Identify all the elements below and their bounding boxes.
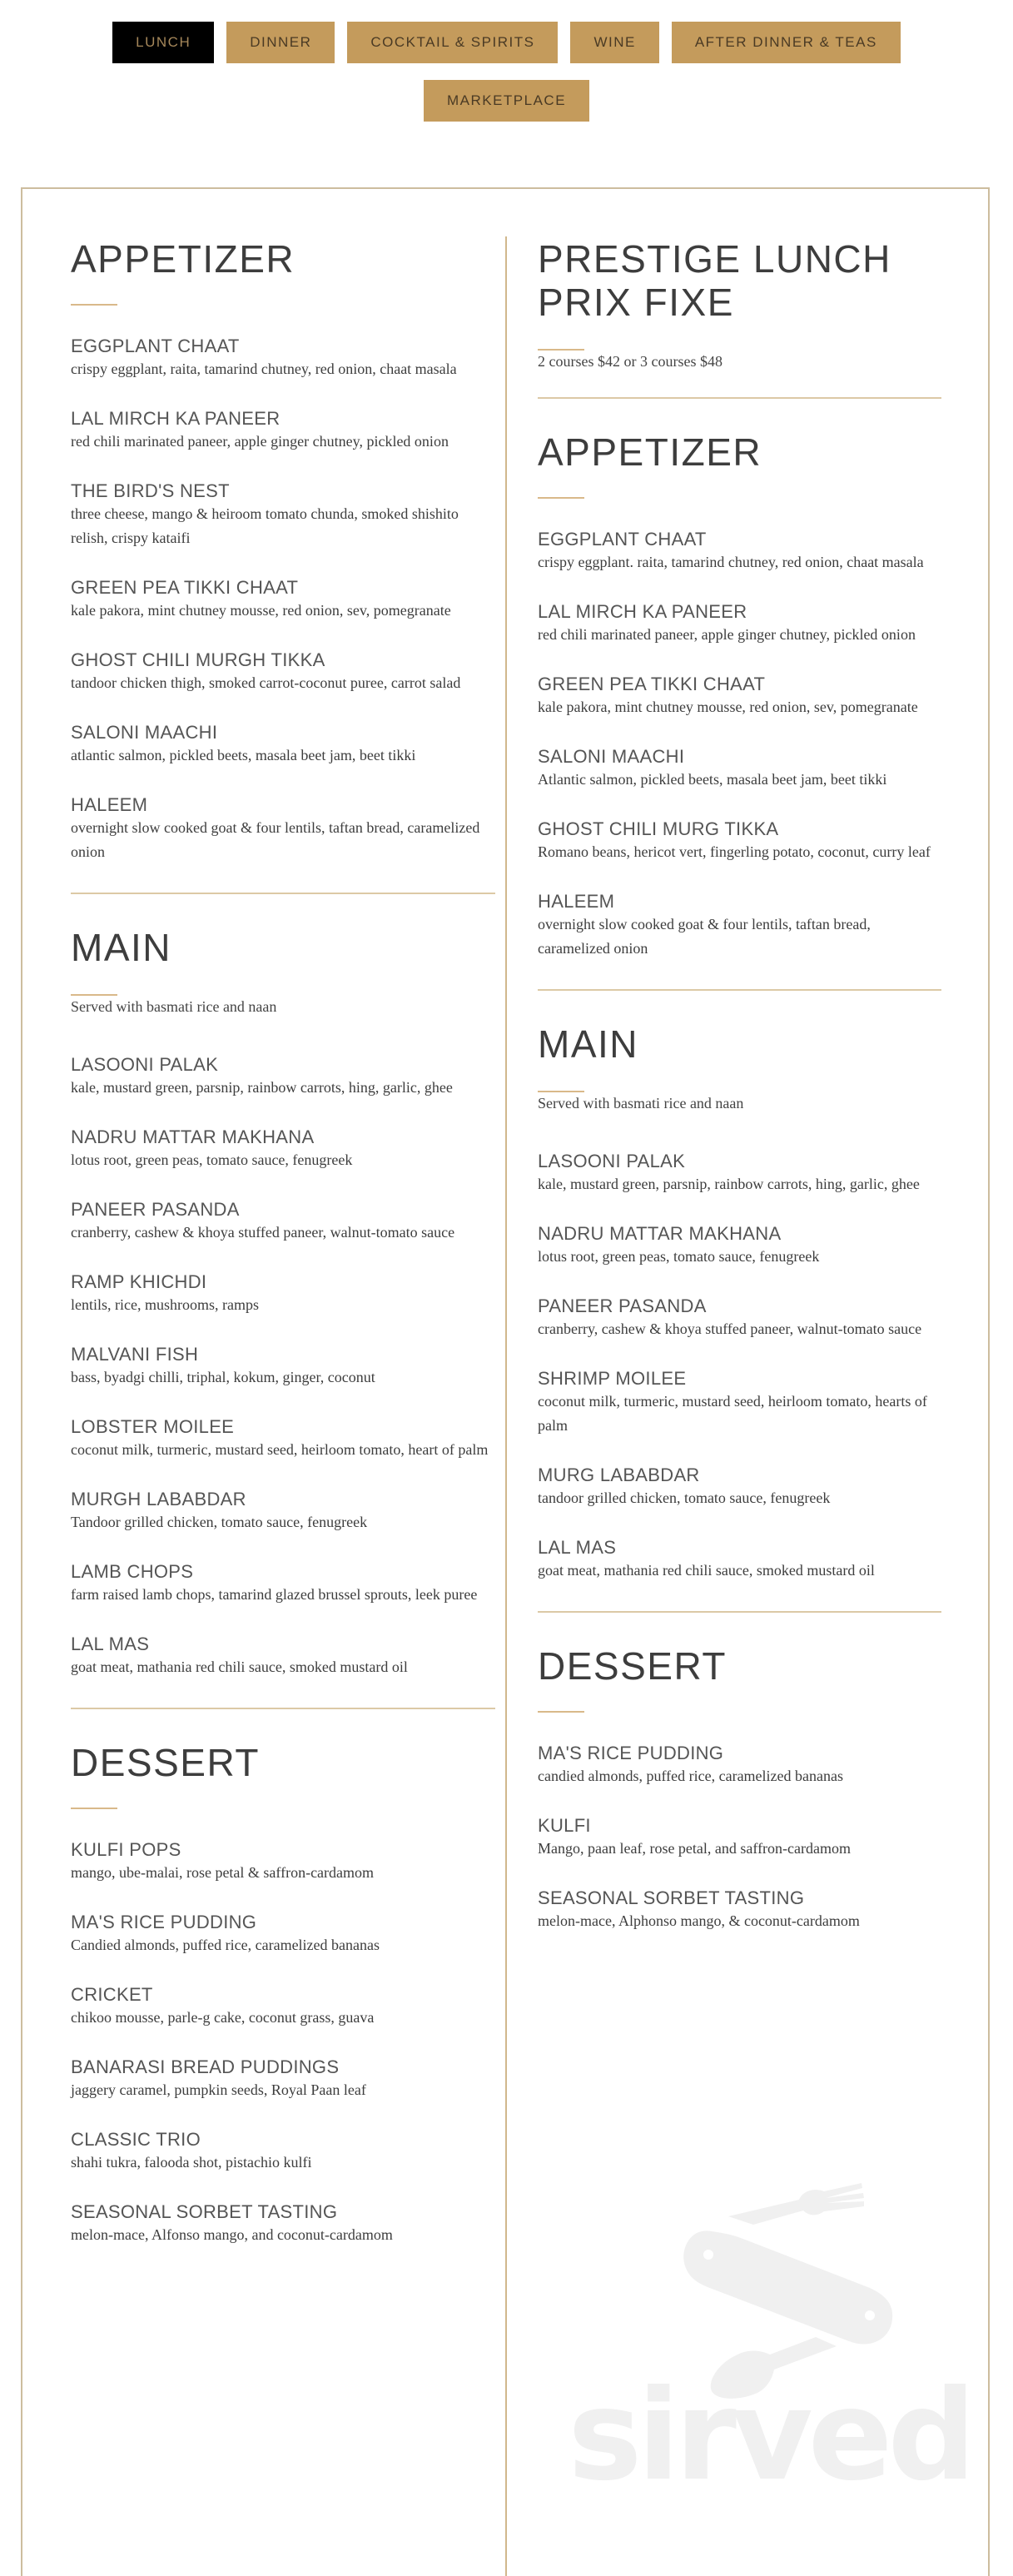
section-note: Served with basmati rice and naan bbox=[538, 1095, 744, 1111]
item-name: HALEEM bbox=[71, 794, 148, 815]
item-name: PANEER PASANDA bbox=[71, 1199, 240, 1220]
item-desc: red chili marinated paneer, apple ginger chutney, pickled onion bbox=[71, 433, 449, 450]
menu-item bbox=[71, 722, 495, 768]
item-name: GHOST CHILI MURG TIKKA bbox=[538, 818, 779, 839]
item-desc: atlantic salmon, pickled beets, masala beet jam, beet tikki bbox=[71, 747, 416, 763]
section-divider bbox=[538, 397, 941, 399]
tab-lunch[interactable]: LUNCH bbox=[112, 22, 214, 63]
section-divider bbox=[538, 989, 941, 991]
item-desc: lotus root, green peas, tomato sauce, fenugreek bbox=[71, 1151, 353, 1168]
item-desc: red chili marinated paneer, apple ginger chutney, pickled onion bbox=[538, 626, 916, 643]
item-name: MA'S RICE PUDDING bbox=[71, 1912, 257, 1932]
menu-item bbox=[71, 1634, 495, 1679]
menu-item bbox=[538, 1537, 941, 1583]
item-name: SEASONAL SORBET TASTING bbox=[71, 2201, 338, 2222]
item-name: LASOONI PALAK bbox=[538, 1151, 686, 1171]
item-desc: melon-mace, Alphonso mango, & coconut-cardamom bbox=[538, 1912, 860, 1929]
item-desc: bass, byadgi chilli, triphal, kokum, ginger, coconut bbox=[71, 1369, 375, 1385]
item-desc: Romano beans, hericot vert, fingerling potato, coconut, curry leaf bbox=[538, 843, 931, 860]
section-title: DESSERT bbox=[71, 1741, 260, 1784]
section-divider bbox=[538, 1611, 941, 1613]
item-desc: goat meat, mathania red chili sauce, smoked mustard oil bbox=[71, 1658, 408, 1675]
item-name: RAMP KHICHDI bbox=[71, 1271, 207, 1292]
section-title: MAIN bbox=[538, 1022, 638, 1066]
item-name: EGGPLANT CHAAT bbox=[538, 529, 707, 550]
item-desc: lentils, rice, mushrooms, ramps bbox=[71, 1296, 259, 1313]
menu-item bbox=[71, 1489, 495, 1534]
menu-item bbox=[538, 1151, 941, 1196]
menu-item bbox=[71, 1416, 495, 1462]
title-rule bbox=[71, 304, 117, 306]
item-desc: kale, mustard green, parsnip, rainbow carrots, hing, garlic, ghee bbox=[538, 1176, 920, 1192]
menu-item bbox=[71, 577, 495, 623]
item-desc: overnight slow cooked goat & four lentils, taftan bread, caramelized onion bbox=[71, 819, 480, 860]
item-desc: kale pakora, mint chutney mousse, red onion, sev, pomegranate bbox=[71, 602, 451, 619]
menu-item bbox=[71, 2201, 495, 2247]
item-desc: coconut milk, turmeric, mustard seed, heirloom tomato, heart of palm bbox=[71, 1441, 489, 1458]
menu-item bbox=[71, 1912, 495, 1957]
item-name: MA'S RICE PUDDING bbox=[538, 1743, 724, 1763]
menu-item bbox=[71, 1839, 495, 1885]
item-desc: kale pakora, mint chutney mousse, red onion, sev, pomegranate bbox=[538, 699, 918, 715]
item-desc: Atlantic salmon, pickled beets, masala beet jam, beet tikki bbox=[538, 771, 887, 788]
menu-item bbox=[71, 1054, 495, 1100]
item-desc: tandoor chicken thigh, smoked carrot-coconut puree, carrot salad bbox=[71, 674, 461, 691]
item-name: BANARASI BREAD PUDDINGS bbox=[71, 2056, 340, 2077]
menu-item bbox=[538, 1223, 941, 1269]
item-name: MURG LABABDAR bbox=[538, 1465, 700, 1485]
item-desc: melon-mace, Alfonso mango, and coconut-cardamom bbox=[71, 2226, 393, 2243]
left-column bbox=[71, 237, 495, 2274]
item-desc: coconut milk, turmeric, mustard seed, heirloom tomato, hearts of palm bbox=[538, 1393, 927, 1434]
item-name: LAL MAS bbox=[538, 1537, 617, 1558]
tab-after-dinner-teas[interactable]: AFTER DINNER & TEAS bbox=[672, 22, 901, 63]
item-name: GREEN PEA TIKKI CHAAT bbox=[538, 674, 766, 694]
item-name: GREEN PEA TIKKI CHAAT bbox=[71, 577, 299, 598]
menu-tabs bbox=[0, 22, 1013, 138]
item-desc: lotus root, green peas, tomato sauce, fenugreek bbox=[538, 1248, 820, 1265]
menu-item bbox=[538, 1815, 941, 1861]
main-section bbox=[538, 1022, 941, 1583]
item-desc: overnight slow cooked goat & four lentils, taftan bread, caramelized onion bbox=[538, 916, 871, 957]
item-name: THE BIRD'S NEST bbox=[71, 480, 230, 501]
item-name: MURGH LABABDAR bbox=[71, 1489, 246, 1509]
item-desc: kale, mustard green, parsnip, rainbow carrots, hing, garlic, ghee bbox=[71, 1079, 453, 1096]
item-name: LAL MAS bbox=[71, 1634, 150, 1654]
item-desc: candied almonds, puffed rice, caramelized bananas bbox=[538, 1768, 843, 1784]
item-name: LASOONI PALAK bbox=[71, 1054, 219, 1075]
title-rule bbox=[538, 1091, 584, 1092]
item-name: SEASONAL SORBET TASTING bbox=[538, 1887, 805, 1908]
item-desc: tandoor grilled chicken, tomato sauce, fenugreek bbox=[538, 1489, 831, 1506]
menu-item bbox=[71, 1984, 495, 2030]
item-name: NADRU MATTAR MAKHANA bbox=[71, 1126, 315, 1147]
menu-item bbox=[71, 2056, 495, 2102]
tab-row-2 bbox=[0, 80, 1013, 122]
menu-item bbox=[71, 480, 495, 550]
tab-wine[interactable]: WINE bbox=[570, 22, 658, 63]
menu-item bbox=[538, 601, 941, 647]
menu-item bbox=[538, 891, 941, 961]
title-rule bbox=[71, 994, 117, 996]
item-name: SALONI MAACHI bbox=[71, 722, 218, 743]
item-name: LAL MIRCH KA PANEER bbox=[538, 601, 747, 622]
item-desc: shahi tukra, falooda shot, pistachio kulfi bbox=[71, 2154, 312, 2171]
column-divider bbox=[505, 236, 507, 2576]
item-desc: crispy eggplant. raita, tamarind chutney, red onion, chaat masala bbox=[538, 554, 924, 570]
menu-item bbox=[538, 1295, 941, 1341]
title-rule bbox=[71, 1808, 117, 1809]
item-name: LOBSTER MOILEE bbox=[71, 1416, 235, 1437]
menu-item bbox=[538, 746, 941, 792]
menu-item bbox=[71, 1344, 495, 1390]
item-desc: Mango, paan leaf, rose petal, and saffron-cardamom bbox=[538, 1840, 852, 1857]
item-desc: Tandoor grilled chicken, tomato sauce, fenugreek bbox=[71, 1514, 368, 1530]
menu-item bbox=[71, 1561, 495, 1607]
menu-item bbox=[538, 529, 941, 574]
section-divider bbox=[71, 1708, 495, 1709]
item-name: GHOST CHILI MURGH TIKKA bbox=[71, 649, 325, 670]
item-name: SHRIMP MOILEE bbox=[538, 1368, 687, 1389]
item-desc: crispy eggplant, raita, tamarind chutney, red onion, chaat masala bbox=[71, 361, 457, 377]
item-name: CLASSIC TRIO bbox=[71, 2129, 201, 2150]
appetizer-section bbox=[71, 237, 495, 864]
menu-item bbox=[71, 1199, 495, 1245]
item-name: KULFI bbox=[538, 1815, 591, 1836]
pocket-knife-fork-spoon-icon bbox=[574, 2165, 966, 2489]
item-desc: goat meat, mathania red chili sauce, smoked mustard oil bbox=[538, 1562, 875, 1579]
watermark-text: sirved bbox=[574, 2364, 966, 2489]
tab-row-1 bbox=[0, 22, 1013, 63]
menu-item bbox=[538, 818, 941, 864]
menu-item bbox=[71, 1271, 495, 1317]
menu-item bbox=[71, 2129, 495, 2175]
title-rule bbox=[538, 497, 584, 499]
item-desc: three cheese, mango & heiroom tomato chunda, smoked shishito relish, crispy kataifi bbox=[71, 505, 459, 546]
item-desc: Candied almonds, puffed rice, caramelized bananas bbox=[71, 1937, 380, 1953]
item-name: LAL MIRCH KA PANEER bbox=[71, 408, 281, 429]
item-desc: farm raised lamb chops, tamarind glazed brussel sprouts, leek puree bbox=[71, 1586, 478, 1603]
tab-dinner[interactable]: DINNER bbox=[226, 22, 335, 63]
menu-item bbox=[538, 1887, 941, 1933]
item-name: CRICKET bbox=[71, 1984, 153, 2005]
main-section bbox=[71, 926, 495, 1679]
menu-item bbox=[538, 1465, 941, 1510]
section-title: DESSERT bbox=[538, 1644, 727, 1688]
item-name: MALVANI FISH bbox=[71, 1344, 199, 1365]
title-rule bbox=[538, 349, 584, 351]
item-name: KULFI POPS bbox=[71, 1839, 181, 1860]
item-name: EGGPLANT CHAAT bbox=[71, 336, 240, 356]
menu-item bbox=[71, 336, 495, 381]
item-desc: cranberry, cashew & khoya stuffed paneer, walnut-tomato sauce bbox=[538, 1320, 922, 1337]
dessert-section bbox=[538, 1644, 941, 1933]
section-note: Served with basmati rice and naan bbox=[71, 998, 277, 1015]
section-divider bbox=[71, 893, 495, 894]
item-name: LAMB CHOPS bbox=[71, 1561, 194, 1582]
menu-item bbox=[538, 674, 941, 719]
item-name: HALEEM bbox=[538, 891, 615, 912]
sirved-watermark bbox=[574, 2165, 966, 2489]
item-desc: cranberry, cashew & khoya stuffed paneer, walnut-tomato sauce bbox=[71, 1224, 455, 1241]
item-desc: jaggery caramel, pumpkin seeds, Royal Paan leaf bbox=[71, 2081, 366, 2098]
item-name: SALONI MAACHI bbox=[538, 746, 685, 767]
section-title: APPETIZER bbox=[538, 430, 762, 474]
section-title: MAIN bbox=[71, 926, 171, 969]
menu-item bbox=[71, 408, 495, 454]
right-column bbox=[538, 237, 941, 1960]
menu-item bbox=[538, 1368, 941, 1438]
menu-item bbox=[538, 1743, 941, 1788]
prix-fixe-price-note: 2 courses $42 or 3 courses $48 bbox=[538, 353, 723, 370]
section-title: APPETIZER bbox=[71, 237, 295, 281]
item-desc: chikoo mousse, parle-g cake, coconut grass, guava bbox=[71, 2009, 375, 2026]
title-rule bbox=[538, 1711, 584, 1713]
appetizer-section bbox=[538, 430, 941, 961]
prix-fixe-section bbox=[538, 237, 941, 370]
item-desc: mango, ube-malai, rose petal & saffron-cardamom bbox=[71, 1864, 375, 1881]
item-name: PANEER PASANDA bbox=[538, 1295, 707, 1316]
menu-item bbox=[71, 1126, 495, 1172]
tab-cocktail-spirits[interactable]: COCKTAIL & SPIRITS bbox=[347, 22, 558, 63]
tab-marketplace[interactable]: MARKETPLACE bbox=[424, 80, 589, 122]
menu-item bbox=[71, 649, 495, 695]
item-name: NADRU MATTAR MAKHANA bbox=[538, 1223, 782, 1244]
section-title: PRESTIGE LUNCH PRIX FIXE bbox=[538, 237, 891, 324]
dessert-section bbox=[71, 1741, 495, 2247]
menu-item bbox=[71, 794, 495, 864]
